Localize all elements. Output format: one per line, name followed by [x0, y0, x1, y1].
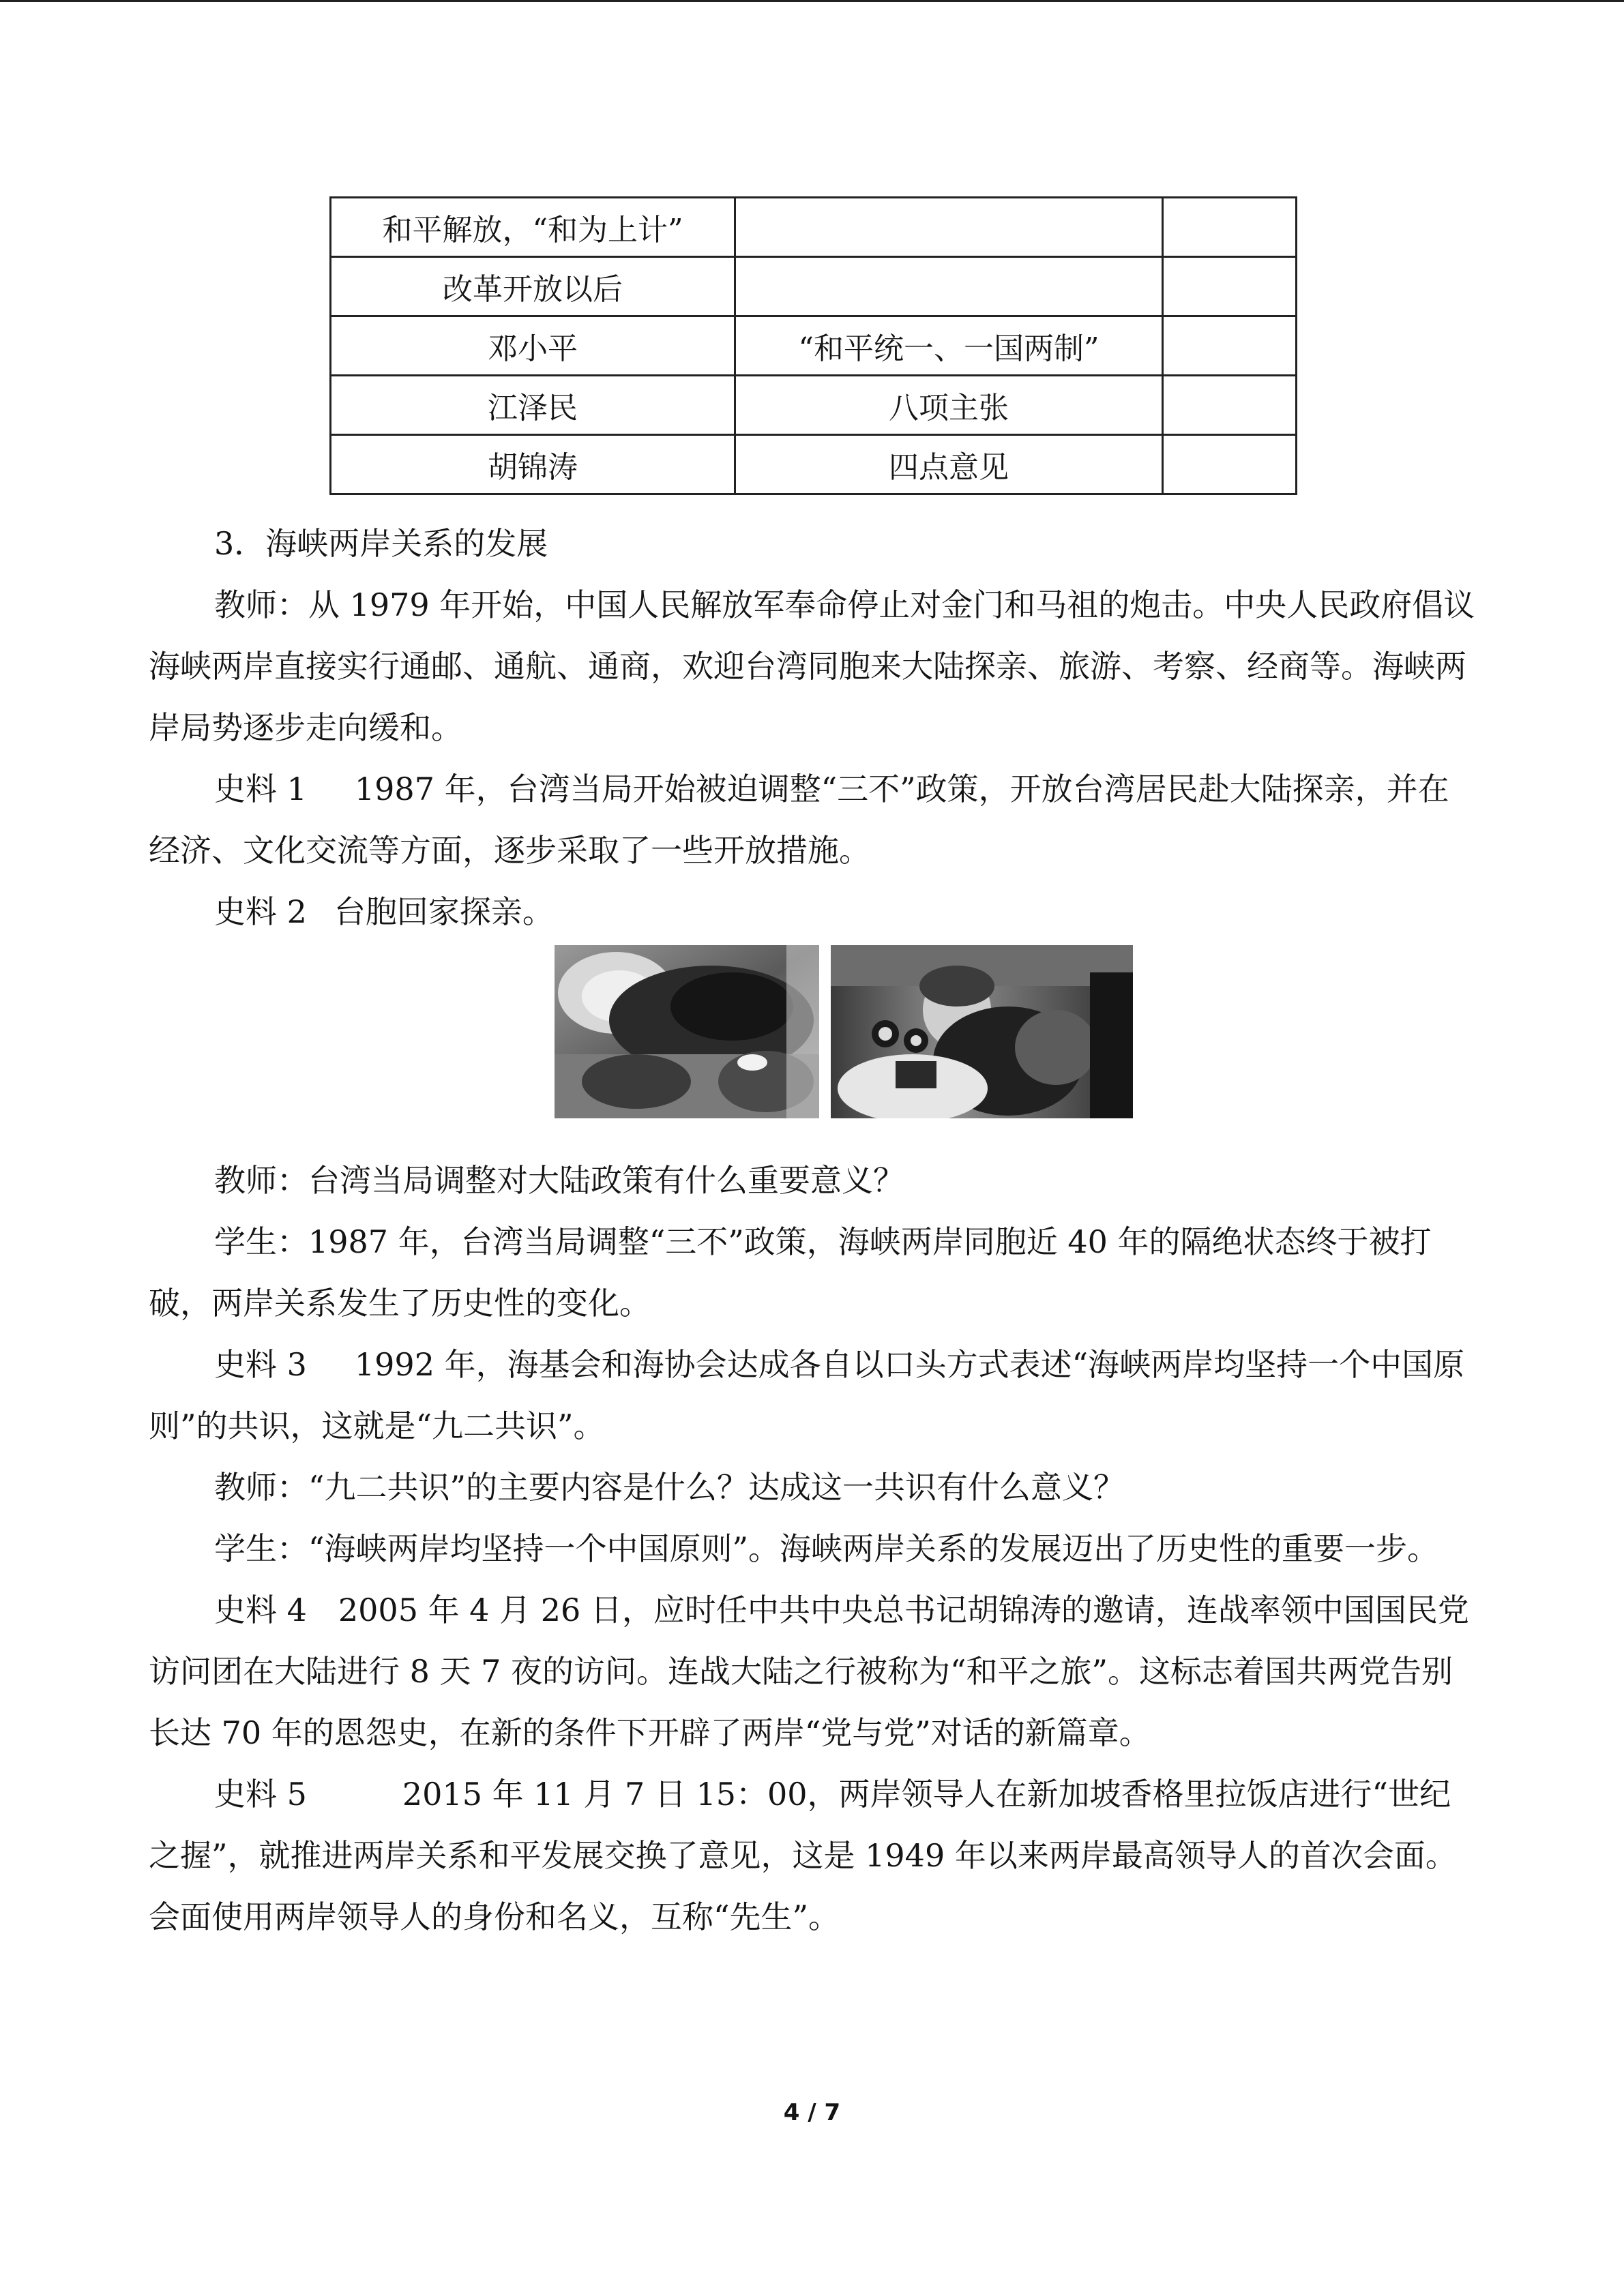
table-cell: 四点意见 — [735, 435, 1163, 494]
speaker-label: 学生： — [214, 1530, 308, 1567]
section-heading: 3．海峡两岸关系的发展 — [214, 525, 548, 562]
table-cell — [1163, 376, 1297, 435]
teacher-paragraph — [149, 574, 1476, 758]
table-cell: 八项主张 — [735, 376, 1163, 435]
material-paragraph — [149, 1579, 1476, 1763]
page-number: 4 / 7 — [783, 2099, 841, 2126]
student-paragraph — [149, 1211, 1476, 1334]
table-cell: 胡锦涛 — [331, 435, 735, 494]
paragraph-text: 1987 年，台湾当局调整“三不”政策，海峡两岸同胞近 40 年的隔绝状态终于被打破，两岸关系发生了历史性的变化。 — [149, 1223, 1432, 1322]
teacher-paragraph — [149, 1457, 1476, 1518]
family-reunion-photo-left — [555, 945, 819, 1118]
material-paragraph — [149, 1334, 1476, 1457]
table-cell — [1163, 257, 1297, 316]
table-cell: 改革开放以后 — [331, 257, 735, 316]
paragraph-text: 台胞回家探亲。 — [334, 893, 554, 930]
material-label: 史料 1 — [214, 771, 307, 807]
material-paragraph — [149, 758, 1476, 881]
text-block-lower — [149, 1150, 1476, 1948]
table-row — [331, 435, 1297, 494]
teacher-paragraph — [149, 1150, 1476, 1211]
material-label: 史料 4 — [214, 1592, 307, 1628]
paragraph-text: 1992 年，海基会和海协会达成各自以口头方式表述“海峡两岸均坚持一个中国原则”的共识，这就是“九二共识”。 — [149, 1346, 1465, 1444]
table-cell — [1163, 198, 1297, 257]
speaker-label: 教师： — [214, 1469, 308, 1506]
paragraph-text: “海峡两岸均坚持一个中国原则”。海峡两岸关系的发展迈出了历史性的重要一步。 — [308, 1530, 1439, 1567]
table-row — [331, 316, 1297, 376]
paragraph-text: “九二共识”的主要内容是什么？达成这一共识有什么意义？ — [308, 1469, 1125, 1506]
table-row — [331, 257, 1297, 316]
table-cell — [1163, 435, 1297, 494]
table-cell — [735, 198, 1163, 257]
paragraph-text: 从 1979 年开始，中国人民解放军奉命停止对金门和马祖的炮击。中央人民政府倡议海峡两岸直接实行通邮、通航、通商，欢迎台湾同胞来大陆探亲、旅游、考察、经商等。海峡两岸局势逐步走向缓和。 — [149, 586, 1475, 746]
table-cell — [735, 257, 1163, 316]
material-paragraph — [149, 1763, 1476, 1948]
table-cell — [1163, 316, 1297, 376]
material-label: 史料 5 — [214, 1776, 307, 1813]
paragraph-text: 台湾当局调整对大陆政策有什么重要意义？ — [308, 1162, 904, 1199]
photo-row — [0, 945, 1624, 1118]
text-block-upper — [149, 513, 1476, 942]
table-cell: 邓小平 — [331, 316, 735, 376]
student-paragraph — [149, 1518, 1476, 1579]
material-label: 史料 2 — [214, 893, 307, 930]
table-cell: 和平解放，“和为上计” — [331, 198, 735, 257]
paragraph-text: 2015 年 11 月 7 日 15：00，两岸领导人在新加坡香格里拉饭店进行“世纪之握”，就推进两岸关系和平发展交换了意见，这是 1949 年以来两岸最高领导人的首次会面。会面使用两岸领导人的身份和名义，互称“先生”。 — [149, 1776, 1457, 1935]
material-paragraph — [149, 881, 1476, 942]
table-cell: “和平统一、一国两制” — [735, 316, 1163, 376]
material-label: 史料 3 — [214, 1346, 307, 1383]
family-reunion-photo-right — [831, 945, 1133, 1118]
table-row — [331, 198, 1297, 257]
speaker-label: 教师： — [214, 1162, 308, 1199]
table-cell: 江泽民 — [331, 376, 735, 435]
table-row — [331, 376, 1297, 435]
speaker-label: 学生： — [214, 1223, 308, 1260]
policy-table — [329, 196, 1297, 495]
speaker-label: 教师： — [214, 586, 308, 623]
paragraph-text: 2005 年 4 月 26 日，应时任中共中央总书记胡锦涛的邀请，连战率领中国国民党访问团在大陆进行 8 天 7 夜的访问。连战大陆之行被称为“和平之旅”。这标志着国共两党告别长达 70 年的恩怨史，在新的条件下开辟了两岸“党与党”对话的新篇章。 — [149, 1592, 1469, 1751]
paragraph-text: 1987 年，台湾当局开始被迫调整“三不”政策，开放台湾居民赴大陆探亲，并在经济、文化交流等方面，逐步采取了一些开放措施。 — [149, 771, 1449, 869]
